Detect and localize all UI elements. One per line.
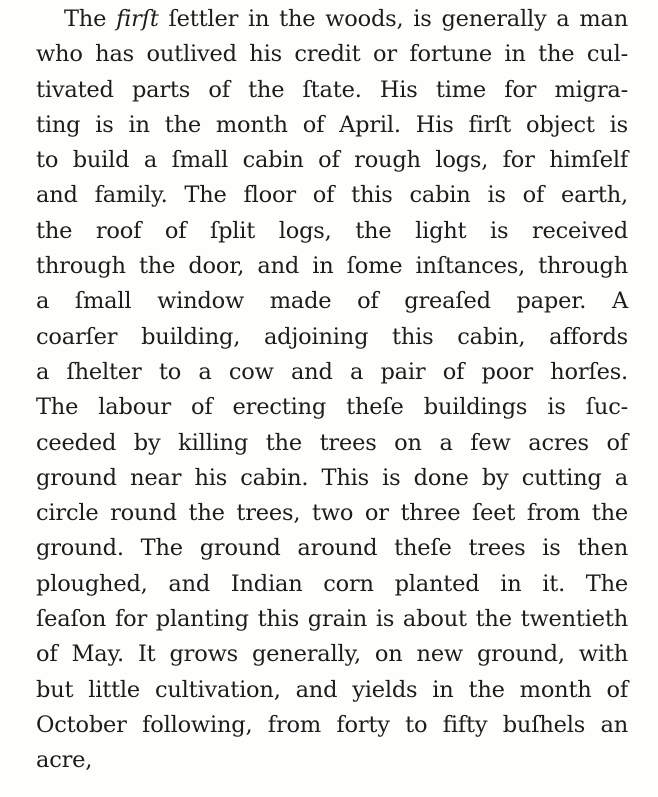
text-line — [36, 2, 628, 37]
text-line: and family. The floor of this cabin is of earth, — [36, 182, 628, 209]
text-line: tivated parts of the ſtate. His time for migra- — [36, 76, 628, 103]
text-line: ſeaſon for planting this grain is about the twentieth — [36, 606, 628, 633]
text-line: through the door, and in ſome inſtances, through — [36, 253, 628, 280]
text-line: ting is in the month of April. His firſt object is — [36, 111, 628, 138]
text-line: acre, — [36, 747, 93, 774]
text-line: who has outlived his credit or fortune in the cul- — [36, 41, 628, 68]
text-line: ceeded by killing the trees on a few acres of — [36, 429, 628, 456]
text-line: the roof of ſplit logs, the light is received — [36, 217, 628, 244]
text-line: to build a ſmall cabin of rough logs, for himſelf — [36, 147, 628, 174]
text-run: ſettler in the woods, is generally a man — [158, 6, 628, 32]
text-line: a ſhelter to a cow and a pair of poor horſes. — [36, 358, 628, 385]
text-line: October following, from forty to fifty buſhels an — [36, 711, 628, 738]
italic-word: firſt — [116, 6, 159, 32]
text-line: ground. The ground around theſe trees is then — [36, 535, 628, 562]
text-line: but little cultivation, and yields in the month of — [36, 676, 628, 703]
text-line: coarſer building, adjoining this cabin, affords — [36, 323, 628, 350]
text-line: ground near his cabin. This is done by cutting a — [36, 464, 628, 491]
text-line: ploughed, and Indian corn planted in it. The — [36, 570, 628, 597]
body-paragraph — [36, 2, 628, 779]
text-line: The labour of erecting theſe buildings is ſuc- — [36, 394, 628, 421]
text-line: of May. It grows generally, on new ground, with — [36, 641, 628, 668]
text-line: circle round the trees, two or three ſeet from the — [36, 500, 628, 527]
text-run: The — [64, 6, 117, 32]
text-line: a ſmall window made of greaſed paper. A — [36, 288, 628, 315]
